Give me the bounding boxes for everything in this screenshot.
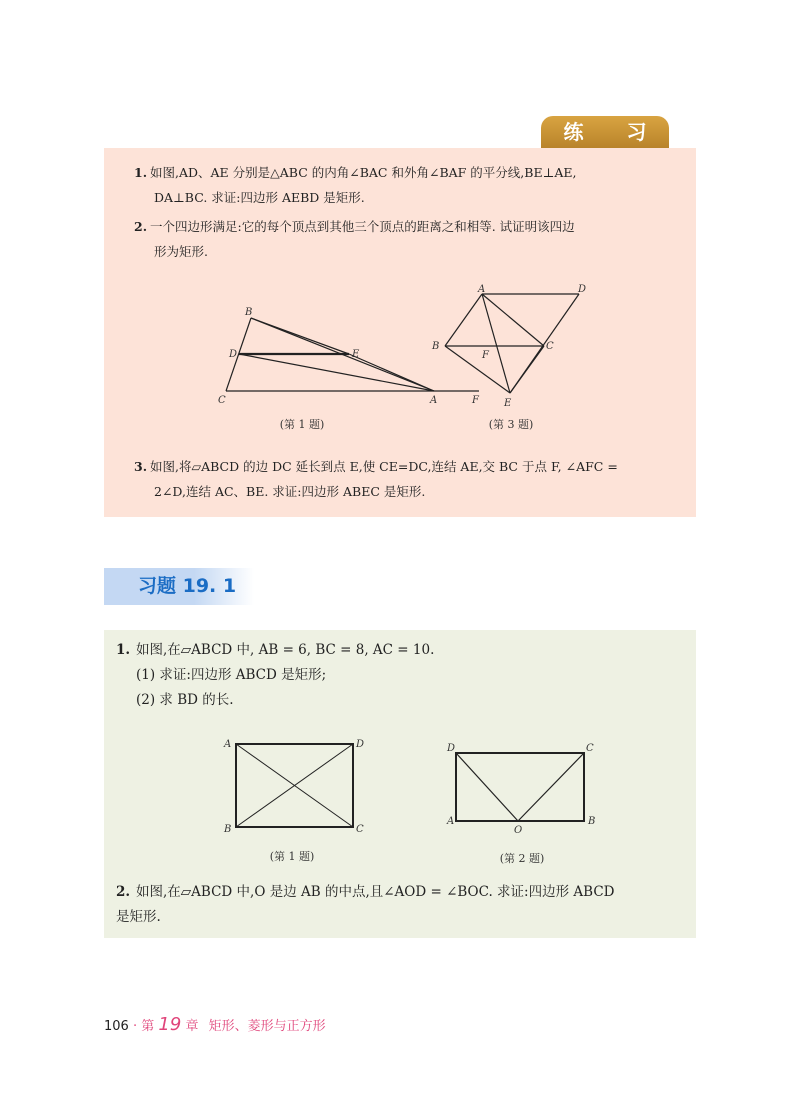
- label-C: C: [586, 743, 594, 754]
- label-B: B: [224, 824, 232, 835]
- practice-box: [104, 148, 696, 517]
- label-A: A: [430, 395, 438, 406]
- label-D: D: [578, 284, 587, 295]
- item-text-line1: 如图,AD、AE 分别是△ABC 的内角∠BAC 和外角∠BAF 的平分线,BE⊥AE,: [150, 165, 577, 180]
- label-D: D: [356, 739, 365, 750]
- item-text-line1: 如图,在▱ABCD 中, AB = 6, BC = 8, AC = 10.: [136, 642, 435, 658]
- exercise-figure-1-caption: (第 1 题): [269, 850, 315, 863]
- exercise-figure-2-caption: (第 2 题): [499, 852, 545, 865]
- practice-figure-3-caption: (第 3 题): [488, 418, 534, 431]
- item-number: 3.: [134, 459, 148, 474]
- exercise-figure-1: [222, 738, 367, 836]
- item-subquestion-2: (2) 求 BD 的长.: [136, 692, 234, 708]
- label-A: A: [447, 816, 455, 827]
- chapter-title: 矩形、菱形与正方形: [208, 1019, 326, 1034]
- label-C: C: [546, 341, 554, 352]
- label-A: A: [224, 739, 232, 750]
- label-A: A: [478, 284, 486, 295]
- practice-heading-tab: 练 习: [541, 116, 669, 148]
- page-footer: [104, 1014, 326, 1035]
- practice-item-1: [134, 160, 694, 210]
- label-C: C: [218, 395, 226, 406]
- item-text-line1: 如图,在▱ABCD 中,O 是边 AB 的中点,且∠AOD = ∠BOC. 求证:四边形 ABCD: [136, 884, 615, 900]
- exercise-section-title: 习题 19. 1: [104, 568, 254, 605]
- item-text-line2: 形为矩形.: [154, 244, 208, 259]
- label-F: F: [472, 395, 479, 406]
- exercise-item-2: [116, 880, 691, 930]
- practice-figure-1: [209, 303, 479, 408]
- item-text-line1: 一个四边形满足:它的每个顶点到其他三个顶点的距离之和相等. 试证明该四边: [150, 219, 575, 234]
- item-text-line2: 是矩形.: [116, 909, 161, 925]
- item-subquestion-1: (1) 求证:四边形 ABCD 是矩形;: [136, 667, 327, 683]
- label-E: E: [352, 349, 360, 360]
- chapter-suffix: 章: [185, 1019, 199, 1034]
- practice-item-2: [134, 214, 694, 264]
- page-number: 106: [104, 1019, 129, 1034]
- label-O: O: [514, 825, 523, 836]
- label-E: E: [504, 398, 512, 409]
- label-D: D: [447, 743, 456, 754]
- item-text-line1: 如图,将▱ABCD 的边 DC 延长到点 E,使 CE=DC,连结 AE,交 BC 于点 F, ∠AFC =: [150, 459, 618, 474]
- practice-figure-1-caption: (第 1 题): [279, 418, 325, 431]
- label-B: B: [588, 816, 596, 827]
- item-number: 2.: [134, 219, 148, 234]
- footer-dot: ·: [132, 1019, 138, 1034]
- exercise-item-1: [116, 638, 691, 713]
- label-B: B: [432, 341, 440, 352]
- label-C: C: [356, 824, 364, 835]
- chapter-number: 19: [158, 1014, 182, 1035]
- practice-figure-3: [432, 286, 592, 411]
- label-B: B: [245, 307, 253, 318]
- item-number: 1.: [116, 642, 131, 658]
- item-number: 2.: [116, 884, 131, 900]
- exercise-box: [104, 630, 696, 938]
- label-D: D: [229, 349, 238, 360]
- exercise-figure-2: [444, 740, 604, 835]
- practice-item-3: [134, 454, 694, 504]
- item-text-line2: DA⊥BC. 求证:四边形 AEBD 是矩形.: [154, 190, 365, 205]
- item-text-line2: 2∠D,连结 AC、BE. 求证:四边形 ABEC 是矩形.: [154, 484, 426, 499]
- label-F: F: [482, 350, 489, 361]
- chapter-prefix: 第: [141, 1019, 155, 1034]
- item-number: 1.: [134, 165, 148, 180]
